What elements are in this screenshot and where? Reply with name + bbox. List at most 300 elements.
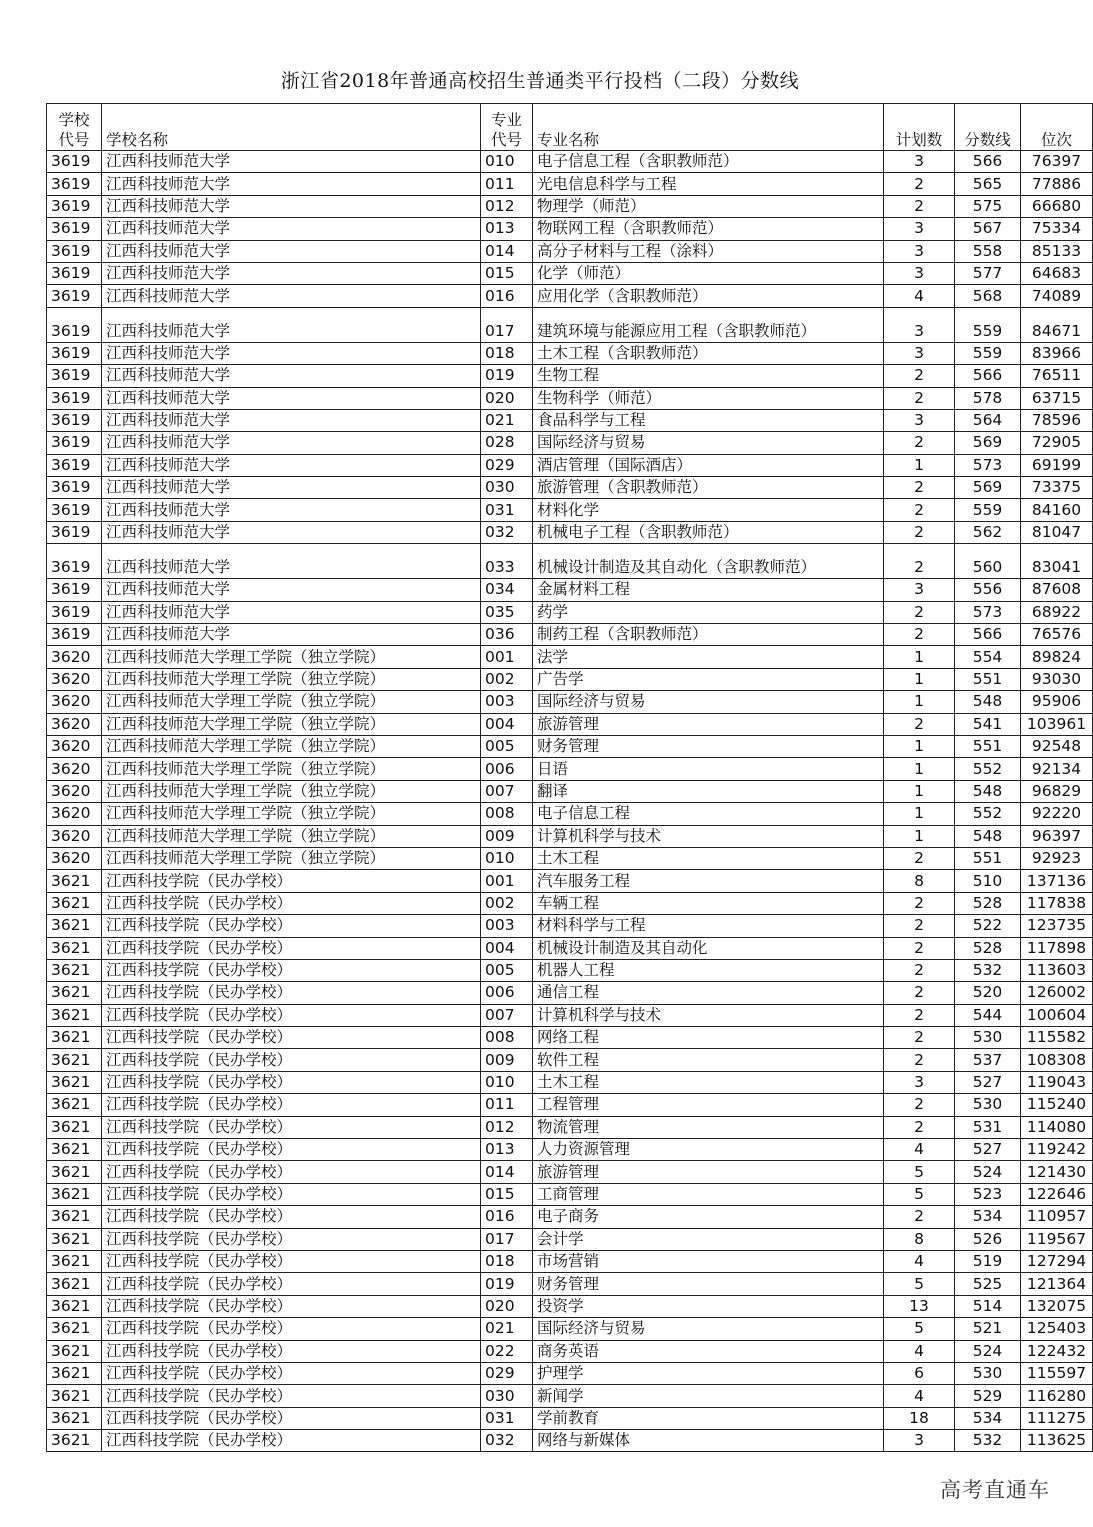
cell-rank: 137136 xyxy=(1021,870,1093,892)
cell-major-code: 011 xyxy=(481,173,533,195)
cell-major-name: 机器人工程 xyxy=(533,959,884,981)
table-row xyxy=(47,307,1093,342)
cell-school-code: 3621 xyxy=(47,1027,102,1049)
cell-major-name: 土木工程（含职教师范） xyxy=(533,342,884,364)
cell-school-name: 江西科技师范大学 xyxy=(102,579,481,601)
cell-plan-count: 3 xyxy=(884,1071,955,1093)
table-row xyxy=(47,1250,1093,1272)
cell-rank: 100604 xyxy=(1021,1004,1093,1026)
table-row xyxy=(47,1161,1093,1183)
cell-plan-count: 13 xyxy=(884,1295,955,1317)
cell-plan-count: 3 xyxy=(884,307,955,342)
cell-plan-count: 3 xyxy=(884,262,955,284)
header-school-code xyxy=(47,104,102,151)
cell-rank: 78596 xyxy=(1021,409,1093,431)
cell-school-code: 3619 xyxy=(47,499,102,521)
cell-major-code: 019 xyxy=(481,365,533,387)
table-row xyxy=(47,1206,1093,1228)
header-major-code-line1: 专业 xyxy=(490,111,522,129)
cell-major-name: 工商管理 xyxy=(533,1183,884,1205)
cell-major-name: 国际经济与贸易 xyxy=(533,691,884,713)
cell-school-name: 江西科技师范大学理工学院（独立学院） xyxy=(102,847,481,869)
cell-major-name: 软件工程 xyxy=(533,1049,884,1071)
cell-major-code: 005 xyxy=(481,959,533,981)
cell-rank: 92220 xyxy=(1021,803,1093,825)
cell-major-code: 031 xyxy=(481,1407,533,1429)
cell-major-name: 会计学 xyxy=(533,1228,884,1250)
cell-school-name: 江西科技学院（民办学校） xyxy=(102,1362,481,1384)
cell-rank: 117838 xyxy=(1021,892,1093,914)
cell-school-code: 3621 xyxy=(47,959,102,981)
table-row xyxy=(47,1094,1093,1116)
cell-school-name: 江西科技师范大学理工学院（独立学院） xyxy=(102,646,481,668)
cell-score-line: 559 xyxy=(955,342,1021,364)
cell-major-name: 机械电子工程（含职教师范） xyxy=(533,521,884,543)
cell-major-name: 机械设计制造及其自动化 xyxy=(533,937,884,959)
cell-plan-count: 8 xyxy=(884,870,955,892)
table-row xyxy=(47,803,1093,825)
cell-school-code: 3619 xyxy=(47,521,102,543)
table-row xyxy=(47,1049,1093,1071)
cell-major-code: 016 xyxy=(481,1206,533,1228)
cell-school-code: 3621 xyxy=(47,1004,102,1026)
cell-major-name: 食品科学与工程 xyxy=(533,409,884,431)
table-row xyxy=(47,959,1093,981)
table-row xyxy=(47,713,1093,735)
cell-school-code: 3621 xyxy=(47,1340,102,1362)
table-row xyxy=(47,173,1093,195)
cell-school-code: 3620 xyxy=(47,646,102,668)
cell-major-code: 003 xyxy=(481,691,533,713)
cell-score-line: 568 xyxy=(955,285,1021,307)
cell-school-name: 江西科技师范大学理工学院（独立学院） xyxy=(102,825,481,847)
cell-score-line: 531 xyxy=(955,1116,1021,1138)
cell-score-line: 573 xyxy=(955,454,1021,476)
cell-rank: 95906 xyxy=(1021,691,1093,713)
cell-school-name: 江西科技师范大学 xyxy=(102,601,481,623)
cell-rank: 96397 xyxy=(1021,825,1093,847)
cell-school-name: 江西科技学院（民办学校） xyxy=(102,1385,481,1407)
cell-major-name: 电子信息工程（含职教师范） xyxy=(533,151,884,173)
cell-score-line: 566 xyxy=(955,624,1021,646)
cell-plan-count: 2 xyxy=(884,1116,955,1138)
cell-score-line: 558 xyxy=(955,240,1021,262)
cell-major-name: 护理学 xyxy=(533,1362,884,1384)
table-row xyxy=(47,646,1093,668)
cell-major-name: 投资学 xyxy=(533,1295,884,1317)
cell-score-line: 552 xyxy=(955,803,1021,825)
watermark-text: 高考直通车 xyxy=(940,1478,1050,1502)
cell-major-code: 012 xyxy=(481,1116,533,1138)
cell-school-name: 江西科技学院（民办学校） xyxy=(102,1340,481,1362)
cell-major-name: 化学（师范） xyxy=(533,262,884,284)
cell-score-line: 559 xyxy=(955,307,1021,342)
cell-rank: 81047 xyxy=(1021,521,1093,543)
table-row xyxy=(47,262,1093,284)
table-row xyxy=(47,937,1093,959)
cell-score-line: 528 xyxy=(955,892,1021,914)
cell-major-code: 018 xyxy=(481,342,533,364)
cell-school-name: 江西科技师范大学 xyxy=(102,262,481,284)
cell-plan-count: 5 xyxy=(884,1318,955,1340)
header-school-code-line2: 代号 xyxy=(58,131,90,149)
cell-rank: 119242 xyxy=(1021,1139,1093,1161)
header-school-name: 学校名称 xyxy=(102,104,481,151)
cell-major-name: 日语 xyxy=(533,758,884,780)
cell-major-code: 020 xyxy=(481,387,533,409)
cell-major-code: 006 xyxy=(481,758,533,780)
cell-major-name: 土木工程 xyxy=(533,1071,884,1093)
cell-rank: 113603 xyxy=(1021,959,1093,981)
cell-major-code: 005 xyxy=(481,735,533,757)
cell-rank: 123735 xyxy=(1021,915,1093,937)
cell-major-code: 015 xyxy=(481,262,533,284)
cell-major-name: 材料化学 xyxy=(533,499,884,521)
cell-score-line: 532 xyxy=(955,959,1021,981)
cell-school-code: 3619 xyxy=(47,195,102,217)
table-row xyxy=(47,1228,1093,1250)
cell-rank: 115240 xyxy=(1021,1094,1093,1116)
table-row xyxy=(47,1116,1093,1138)
table-row xyxy=(47,892,1093,914)
cell-school-name: 江西科技师范大学 xyxy=(102,173,481,195)
table-row xyxy=(47,499,1093,521)
cell-school-name: 江西科技学院（民办学校） xyxy=(102,1116,481,1138)
cell-school-code: 3621 xyxy=(47,1318,102,1340)
cell-major-code: 001 xyxy=(481,870,533,892)
cell-plan-count: 6 xyxy=(884,1362,955,1384)
cell-score-line: 519 xyxy=(955,1250,1021,1272)
cell-plan-count: 3 xyxy=(884,342,955,364)
cell-score-line: 573 xyxy=(955,601,1021,623)
cell-school-code: 3619 xyxy=(47,601,102,623)
cell-major-code: 014 xyxy=(481,1161,533,1183)
table-row xyxy=(47,477,1093,499)
page-title: 浙江省2018年普通高校招生普通类平行投档（二段）分数线 xyxy=(280,70,800,92)
cell-school-code: 3621 xyxy=(47,1430,102,1452)
cell-school-name: 江西科技学院（民办学校） xyxy=(102,1295,481,1317)
cell-school-code: 3619 xyxy=(47,218,102,240)
cell-major-name: 网络工程 xyxy=(533,1027,884,1049)
cell-rank: 84160 xyxy=(1021,499,1093,521)
cell-school-code: 3621 xyxy=(47,1094,102,1116)
table-row xyxy=(47,1183,1093,1205)
cell-rank: 108308 xyxy=(1021,1049,1093,1071)
cell-major-code: 020 xyxy=(481,1295,533,1317)
cell-rank: 125403 xyxy=(1021,1318,1093,1340)
cell-major-code: 013 xyxy=(481,218,533,240)
table-row xyxy=(47,1071,1093,1093)
cell-score-line: 527 xyxy=(955,1071,1021,1093)
cell-score-line: 578 xyxy=(955,387,1021,409)
cell-plan-count: 18 xyxy=(884,1407,955,1429)
cell-major-name: 金属材料工程 xyxy=(533,579,884,601)
cell-major-name: 物联网工程（含职教师范） xyxy=(533,218,884,240)
cell-major-name: 车辆工程 xyxy=(533,892,884,914)
cell-major-code: 032 xyxy=(481,521,533,543)
cell-major-code: 008 xyxy=(481,803,533,825)
cell-plan-count: 3 xyxy=(884,579,955,601)
cell-major-code: 010 xyxy=(481,847,533,869)
cell-rank: 93030 xyxy=(1021,668,1093,690)
cell-major-name: 生物工程 xyxy=(533,365,884,387)
cell-major-code: 034 xyxy=(481,579,533,601)
cell-major-code: 019 xyxy=(481,1273,533,1295)
cell-major-code: 009 xyxy=(481,1049,533,1071)
cell-school-name: 江西科技师范大学 xyxy=(102,624,481,646)
cell-rank: 132075 xyxy=(1021,1295,1093,1317)
cell-score-line: 548 xyxy=(955,825,1021,847)
cell-plan-count: 1 xyxy=(884,691,955,713)
cell-rank: 126002 xyxy=(1021,982,1093,1004)
cell-major-code: 029 xyxy=(481,1362,533,1384)
cell-major-code: 007 xyxy=(481,1004,533,1026)
cell-school-name: 江西科技学院（民办学校） xyxy=(102,1250,481,1272)
cell-score-line: 569 xyxy=(955,432,1021,454)
cell-score-line: 556 xyxy=(955,579,1021,601)
cell-rank: 84671 xyxy=(1021,307,1093,342)
cell-major-code: 004 xyxy=(481,713,533,735)
cell-major-code: 007 xyxy=(481,780,533,802)
cell-rank: 83041 xyxy=(1021,544,1093,579)
cell-rank: 117898 xyxy=(1021,937,1093,959)
cell-major-code: 010 xyxy=(481,151,533,173)
cell-score-line: 534 xyxy=(955,1206,1021,1228)
cell-school-code: 3619 xyxy=(47,454,102,476)
cell-score-line: 560 xyxy=(955,544,1021,579)
table-row xyxy=(47,365,1093,387)
table-row xyxy=(47,915,1093,937)
table-row xyxy=(47,1362,1093,1384)
cell-major-code: 004 xyxy=(481,937,533,959)
cell-school-code: 3621 xyxy=(47,1407,102,1429)
cell-school-name: 江西科技学院（民办学校） xyxy=(102,1161,481,1183)
cell-score-line: 554 xyxy=(955,646,1021,668)
cell-school-name: 江西科技学院（民办学校） xyxy=(102,1139,481,1161)
table-row xyxy=(47,195,1093,217)
cell-school-name: 江西科技学院（民办学校） xyxy=(102,915,481,937)
cell-school-code: 3619 xyxy=(47,342,102,364)
cell-plan-count: 2 xyxy=(884,365,955,387)
cell-plan-count: 2 xyxy=(884,959,955,981)
cell-school-name: 江西科技师范大学 xyxy=(102,544,481,579)
cell-rank: 119567 xyxy=(1021,1228,1093,1250)
cell-school-code: 3619 xyxy=(47,365,102,387)
cell-rank: 83966 xyxy=(1021,342,1093,364)
cell-school-name: 江西科技师范大学 xyxy=(102,432,481,454)
cell-score-line: 551 xyxy=(955,668,1021,690)
cell-plan-count: 1 xyxy=(884,803,955,825)
table-row xyxy=(47,579,1093,601)
cell-school-code: 3619 xyxy=(47,307,102,342)
cell-plan-count: 2 xyxy=(884,1206,955,1228)
cell-major-code: 016 xyxy=(481,285,533,307)
cell-major-name: 光电信息科学与工程 xyxy=(533,173,884,195)
cell-score-line: 566 xyxy=(955,151,1021,173)
table-row xyxy=(47,285,1093,307)
cell-rank: 73375 xyxy=(1021,477,1093,499)
cell-major-name: 旅游管理（含职教师范） xyxy=(533,477,884,499)
cell-school-name: 江西科技学院（民办学校） xyxy=(102,1206,481,1228)
cell-plan-count: 2 xyxy=(884,432,955,454)
cell-school-name: 江西科技学院（民办学校） xyxy=(102,1407,481,1429)
cell-school-name: 江西科技师范大学 xyxy=(102,240,481,262)
cell-plan-count: 2 xyxy=(884,1049,955,1071)
cell-school-code: 3620 xyxy=(47,735,102,757)
cell-school-code: 3621 xyxy=(47,1385,102,1407)
cell-score-line: 575 xyxy=(955,195,1021,217)
cell-score-line: 520 xyxy=(955,982,1021,1004)
cell-school-name: 江西科技学院（民办学校） xyxy=(102,1273,481,1295)
header-major-code-line2: 代号 xyxy=(490,131,522,149)
cell-plan-count: 5 xyxy=(884,1273,955,1295)
cell-rank: 77886 xyxy=(1021,173,1093,195)
cell-score-line: 548 xyxy=(955,691,1021,713)
cell-rank: 74089 xyxy=(1021,285,1093,307)
cell-score-line: 552 xyxy=(955,758,1021,780)
cell-score-line: 514 xyxy=(955,1295,1021,1317)
cell-school-code: 3621 xyxy=(47,870,102,892)
cell-score-line: 569 xyxy=(955,477,1021,499)
header-major-code xyxy=(481,104,533,151)
table-header xyxy=(47,104,1093,151)
cell-major-name: 机械设计制造及其自动化（含职教师范） xyxy=(533,544,884,579)
table-row xyxy=(47,454,1093,476)
header-plan: 计划数 xyxy=(884,104,955,151)
table-row xyxy=(47,780,1093,802)
table-row xyxy=(47,668,1093,690)
cell-score-line: 544 xyxy=(955,1004,1021,1026)
cell-school-code: 3620 xyxy=(47,758,102,780)
cell-major-name: 新闻学 xyxy=(533,1385,884,1407)
cell-school-name: 江西科技师范大学 xyxy=(102,342,481,364)
cell-school-name: 江西科技学院（民办学校） xyxy=(102,1430,481,1452)
table-row xyxy=(47,521,1093,543)
cell-school-name: 江西科技学院（民办学校） xyxy=(102,1027,481,1049)
cell-major-name: 土木工程 xyxy=(533,847,884,869)
cell-plan-count: 2 xyxy=(884,937,955,959)
cell-rank: 111275 xyxy=(1021,1407,1093,1429)
cell-score-line: 548 xyxy=(955,780,1021,802)
cell-school-name: 江西科技师范大学理工学院（独立学院） xyxy=(102,713,481,735)
cell-score-line: 567 xyxy=(955,218,1021,240)
cell-school-name: 江西科技学院（民办学校） xyxy=(102,892,481,914)
cell-score-line: 527 xyxy=(955,1139,1021,1161)
cell-plan-count: 3 xyxy=(884,409,955,431)
cell-school-name: 江西科技师范大学理工学院（独立学院） xyxy=(102,780,481,802)
cell-school-name: 江西科技学院（民办学校） xyxy=(102,982,481,1004)
table-row xyxy=(47,1407,1093,1429)
cell-major-code: 002 xyxy=(481,668,533,690)
cell-plan-count: 1 xyxy=(884,668,955,690)
cell-plan-count: 2 xyxy=(884,477,955,499)
cell-school-code: 3621 xyxy=(47,1049,102,1071)
cell-rank: 66680 xyxy=(1021,195,1093,217)
cell-school-name: 江西科技师范大学理工学院（独立学院） xyxy=(102,803,481,825)
cell-rank: 92548 xyxy=(1021,735,1093,757)
cell-score-line: 530 xyxy=(955,1362,1021,1384)
cell-major-name: 学前教育 xyxy=(533,1407,884,1429)
table-row xyxy=(47,758,1093,780)
cell-major-name: 高分子材料与工程（涂料） xyxy=(533,240,884,262)
cell-school-code: 3621 xyxy=(47,892,102,914)
cell-school-code: 3621 xyxy=(47,1362,102,1384)
cell-score-line: 528 xyxy=(955,937,1021,959)
cell-rank: 110957 xyxy=(1021,1206,1093,1228)
cell-major-name: 电子信息工程 xyxy=(533,803,884,825)
cell-plan-count: 5 xyxy=(884,1183,955,1205)
cell-school-name: 江西科技学院（民办学校） xyxy=(102,1004,481,1026)
cell-school-code: 3619 xyxy=(47,409,102,431)
cell-plan-count: 2 xyxy=(884,713,955,735)
cell-plan-count: 2 xyxy=(884,1094,955,1116)
cell-rank: 87608 xyxy=(1021,579,1093,601)
table-row xyxy=(47,1273,1093,1295)
cell-school-name: 江西科技学院（民办学校） xyxy=(102,1071,481,1093)
cell-school-name: 江西科技师范大学理工学院（独立学院） xyxy=(102,668,481,690)
cell-score-line: 577 xyxy=(955,262,1021,284)
cell-school-name: 江西科技学院（民办学校） xyxy=(102,937,481,959)
cell-rank: 75334 xyxy=(1021,218,1093,240)
cell-school-name: 江西科技师范大学 xyxy=(102,365,481,387)
cell-rank: 76397 xyxy=(1021,151,1093,173)
table-row xyxy=(47,735,1093,757)
cell-rank: 115582 xyxy=(1021,1027,1093,1049)
cell-score-line: 524 xyxy=(955,1161,1021,1183)
cell-major-name: 物理学（师范） xyxy=(533,195,884,217)
cell-school-code: 3620 xyxy=(47,825,102,847)
cell-major-name: 旅游管理 xyxy=(533,1161,884,1183)
cell-major-code: 012 xyxy=(481,195,533,217)
cell-plan-count: 2 xyxy=(884,1004,955,1026)
cell-school-name: 江西科技师范大学 xyxy=(102,521,481,543)
cell-school-code: 3619 xyxy=(47,387,102,409)
cell-school-code: 3619 xyxy=(47,544,102,579)
cell-school-name: 江西科技师范大学 xyxy=(102,499,481,521)
cell-major-code: 002 xyxy=(481,892,533,914)
cell-major-code: 015 xyxy=(481,1183,533,1205)
cell-plan-count: 2 xyxy=(884,915,955,937)
table-row xyxy=(47,1430,1093,1452)
cell-plan-count: 2 xyxy=(884,982,955,1004)
cell-school-name: 江西科技师范大学 xyxy=(102,285,481,307)
cell-school-code: 3621 xyxy=(47,1071,102,1093)
header-major-name: 专业名称 xyxy=(533,104,884,151)
cell-major-code: 035 xyxy=(481,601,533,623)
cell-major-code: 013 xyxy=(481,1139,533,1161)
table-row xyxy=(47,870,1093,892)
cell-rank: 122432 xyxy=(1021,1340,1093,1362)
cell-major-name: 材料科学与工程 xyxy=(533,915,884,937)
cell-plan-count: 1 xyxy=(884,825,955,847)
cell-major-name: 翻译 xyxy=(533,780,884,802)
cell-major-name: 广告学 xyxy=(533,668,884,690)
cell-major-name: 生物科学（师范） xyxy=(533,387,884,409)
cell-major-code: 021 xyxy=(481,409,533,431)
cell-major-code: 030 xyxy=(481,1385,533,1407)
cell-score-line: 541 xyxy=(955,713,1021,735)
cell-major-code: 011 xyxy=(481,1094,533,1116)
cell-plan-count: 2 xyxy=(884,544,955,579)
cell-major-code: 009 xyxy=(481,825,533,847)
cell-plan-count: 8 xyxy=(884,1228,955,1250)
cell-major-code: 014 xyxy=(481,240,533,262)
cell-rank: 122646 xyxy=(1021,1183,1093,1205)
cell-major-name: 计算机科学与技术 xyxy=(533,1004,884,1026)
cell-rank: 121430 xyxy=(1021,1161,1093,1183)
cell-school-code: 3619 xyxy=(47,579,102,601)
table-row xyxy=(47,218,1093,240)
